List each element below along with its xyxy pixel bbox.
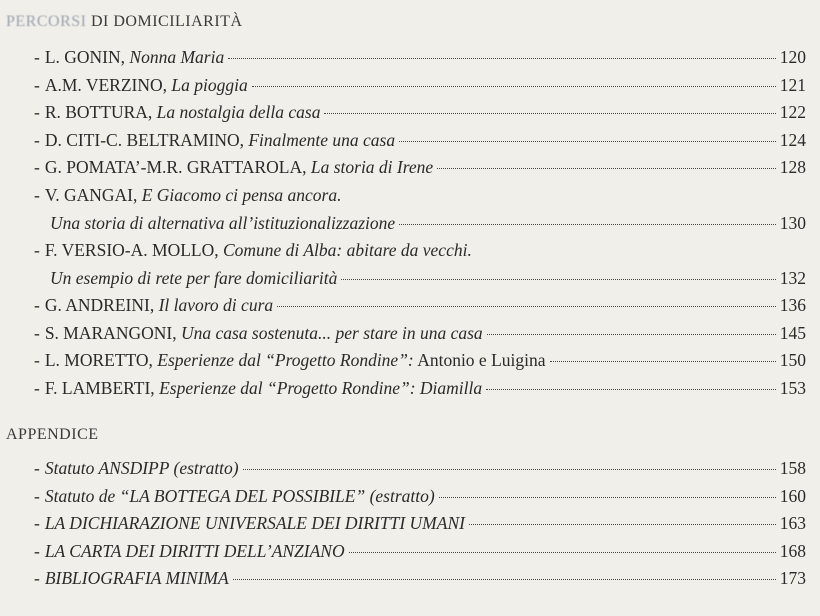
entry-dash: - [34, 240, 40, 260]
dot-leader [341, 279, 776, 280]
entry-page-number: 163 [779, 513, 806, 533]
entry-dash: - [34, 157, 40, 177]
entry-title: Il lavoro di cura [158, 295, 274, 315]
entry-title: Nonna Maria [129, 47, 225, 67]
entry-page-number: 153 [779, 378, 806, 398]
dot-leader [228, 58, 776, 59]
dot-leader [243, 469, 776, 470]
toc-entry [34, 512, 806, 534]
dot-leader [437, 168, 776, 169]
entry-title: E Giacomo ci pensa ancora. [141, 185, 342, 205]
toc-entry [34, 239, 806, 289]
entry-dash: - [34, 541, 40, 561]
dot-leader [487, 334, 776, 335]
entry-title-extra: Antonio e Luigina [417, 350, 546, 370]
entry-dash: - [34, 486, 40, 506]
dot-leader [324, 113, 776, 114]
entry-title-continuation: Una storia di alternativa all’istituzionalizzazione [50, 213, 396, 233]
entry-page-number: 158 [779, 458, 806, 478]
entry-dash: - [34, 513, 40, 533]
toc-entry [34, 567, 806, 589]
entry-title: Statuto ANSDIPP (estratto) [44, 458, 239, 478]
entry-page-number: 122 [779, 102, 806, 122]
toc-entry [34, 101, 806, 123]
entry-dash: - [34, 568, 40, 588]
entry-author: L. MORETTO, [44, 350, 153, 370]
entry-title: Comune di Alba: abitare da vecchi. [222, 240, 472, 260]
entry-title: Esperienze dal “Progetto Rondine”: [157, 350, 414, 370]
dot-leader [252, 86, 776, 87]
entry-page-number: 121 [779, 75, 806, 95]
entry-author: F. LAMBERTI, [44, 378, 155, 398]
dot-leader [399, 224, 776, 225]
entry-author: V. GANGAI, [44, 185, 138, 205]
entry-dash: - [34, 323, 40, 343]
section-title-faded: PERCORSI [6, 13, 87, 30]
entry-page-number: 130 [779, 213, 806, 233]
entry-title: La pioggia [171, 75, 248, 95]
toc-entry [34, 322, 806, 344]
entry-page-number: 160 [779, 486, 806, 506]
entry-page-number: 120 [779, 47, 806, 67]
entry-title: BIBLIOGRAFIA MINIMA [44, 568, 229, 588]
dot-leader [550, 361, 777, 362]
entry-page-number: 150 [779, 350, 806, 370]
entry-dash: - [34, 350, 40, 370]
entry-author: G. POMATA’-M.R. GRATTAROLA, [44, 157, 307, 177]
section-title-rest: APPENDICE [6, 426, 99, 443]
entry-author: G. ANDREINI, [44, 295, 155, 315]
entry-page-number: 128 [779, 157, 806, 177]
entry-page-number: 168 [779, 541, 806, 561]
entry-author: F. VERSIO-A. MOLLO, [44, 240, 219, 260]
entry-page-number: 145 [779, 323, 806, 343]
entry-author: A.M. VERZINO, [44, 75, 168, 95]
entry-page-number: 136 [779, 295, 806, 315]
entry-title: Statuto de “LA BOTTEGA DEL POSSIBILE” (estratto) [44, 486, 435, 506]
entry-title: LA DICHIARAZIONE UNIVERSALE DEI DIRITTI UMANI [44, 513, 465, 533]
entry-title: Una casa sostenuta... per stare in una casa [180, 323, 483, 343]
entry-dash: - [34, 102, 40, 122]
section-title-appendice [6, 426, 99, 444]
entry-dash: - [34, 130, 40, 150]
entry-dash: - [34, 458, 40, 478]
section-title-percorsi [6, 13, 243, 31]
toc-entry [34, 129, 806, 151]
toc-entry [34, 457, 806, 479]
dot-leader [469, 524, 776, 525]
section-title-rest: DI DOMICILIARITÀ [86, 13, 243, 30]
entry-page-number: 132 [779, 268, 806, 288]
dot-leader [349, 552, 776, 553]
dot-leader [486, 389, 776, 390]
entry-title: La nostalgia della casa [156, 102, 321, 122]
entry-title-continuation: Un esempio di rete per fare domiciliarità [50, 268, 338, 288]
dot-leader [233, 579, 776, 580]
toc-entry [34, 156, 806, 178]
entry-dash: - [34, 185, 40, 205]
entry-title: La storia di Irene [310, 157, 434, 177]
entry-dash: - [34, 75, 40, 95]
entry-dash: - [34, 295, 40, 315]
dot-leader [439, 497, 776, 498]
entry-page-number: 124 [779, 130, 806, 150]
toc-entry [34, 46, 806, 68]
dot-leader [399, 141, 776, 142]
entry-title: LA CARTA DEI DIRITTI DELL’ANZIANO [44, 541, 345, 561]
toc-entry [34, 294, 806, 316]
entry-author: R. BOTTURA, [44, 102, 153, 122]
entry-author: D. CITI-C. BELTRAMINO, [44, 130, 244, 150]
entry-author: S. MARANGONI, [44, 323, 177, 343]
entry-dash: - [34, 47, 40, 67]
dot-leader [277, 306, 776, 307]
entry-page-number: 173 [779, 568, 806, 588]
entry-dash: - [34, 378, 40, 398]
toc-entry [34, 184, 806, 234]
toc-entry [34, 349, 806, 371]
toc-entry [34, 74, 806, 96]
entry-title: Esperienze dal “Progetto Rondine”: Diamilla [159, 378, 483, 398]
entry-author: L. GONIN, [44, 47, 126, 67]
toc-entry [34, 485, 806, 507]
toc-entry [34, 540, 806, 562]
entry-title: Finalmente una casa [248, 130, 396, 150]
toc-entry [34, 377, 806, 399]
